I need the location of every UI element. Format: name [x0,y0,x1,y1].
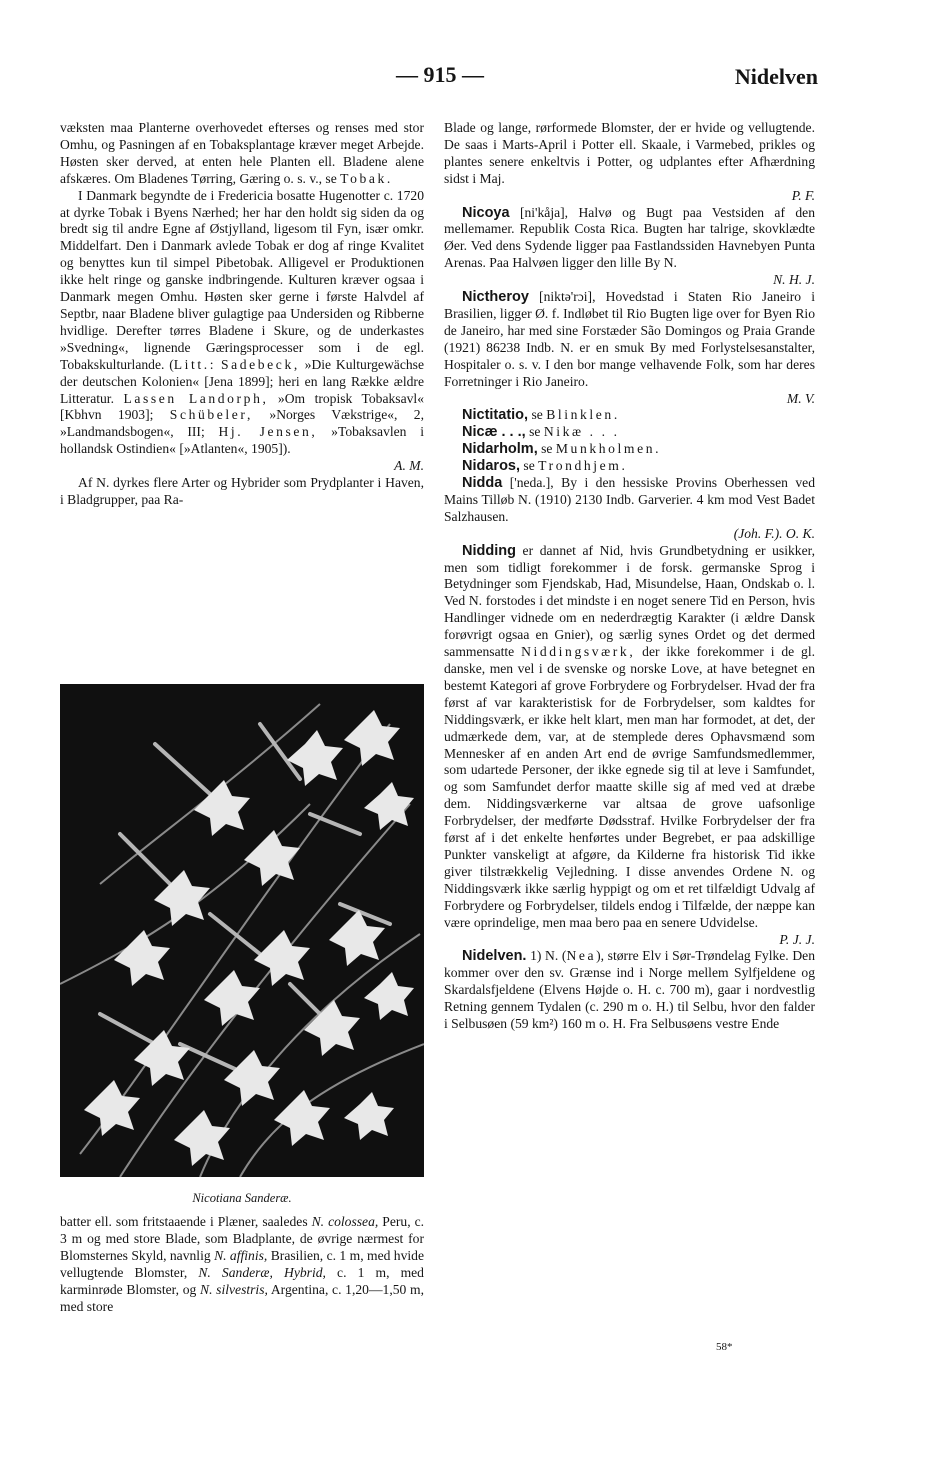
spaced-term: Niddingsværk, [521,644,636,660]
headword: Nictitatio, [462,407,529,424]
headword: Nidding [462,542,516,559]
entry-nidding: Nidding er dannet af Nid, hvis Grundbetydning er usikker, men som tidligt forekommer i de forsk. germanske Sprog i Betydninger som Fjendskab, Had, Misundelse, Haan, Ondskab o. l. Ved N. forstodes i det mindste i en noget senere Tid en Person, hvis Handlinger vidnede om en nederdrægtig Karakter (i ældre Dansk forøvrigt ogsaa en Gnier), og særlig synes Ordet og det dermed sammensatte Niddingsværk, der ikke forekommer i de gl. danske, men vel i de svenske og norske Love, at have betegnet en bestemt Kategori af grove Forbrydere og Forbrydelser. Hvad der fra først af var karakteristisk for de Forbrydelser, som kaldtes for Niddingsværk, er ikke helt klart, men man har formodet, at det, der udmærkede dem, var, at de stemplede deres Ophavsmænd som Mennesker af en anden Art end de øvrige Samfundsmedlemmer, som udartede Personer, der ikke egnede sig til at leve i Samfundet, og som Samfundet derfor maatte skille sig af med ved at dræbe dem. Niddingsværkerne var altsaa de grove uafsonlige Forbrydelser, der medførte Dødsstraf. Hvilke Forbrydelser der fra først af i det enkelte henførtes under Begrebet, er paa adskillige Punkter vanskeligt at afgøre, da Kilderne fra historisk Tid ikke giver tilstrækkelig Vejledning. I disse anvendes Ordene N. og Niddingsværk ikke særlig hyppigt og om et ret tilfældigt Udvalg af Forbrydere og Forbrydelser, tildels endog i Tilfælde, der næppe kan være oprindelige, men maa bero paa en senere Udvidelse. [444,542,815,930]
cross-reference: Blinklen. [546,407,620,423]
headword: Nidda [462,475,503,492]
entry-nidaros: Nidaros, se Trondhjem. [462,458,628,475]
headword: Nictheroy [462,289,529,306]
spaced-term: Nea [566,948,597,964]
author-signature: A. M. [394,458,424,474]
figure [60,684,424,1206]
printer-signature-mark: 58* [716,1341,733,1353]
headword: Nidarholm, [462,441,538,458]
headword: Nicæ . . ., [462,424,526,441]
cross-reference: Trondhjem. [538,458,628,474]
author-name: Schübeler, [169,407,254,423]
right-column [444,120,815,1033]
author-signature: (Joh. F.). O. K. [733,525,815,541]
left-column-bottom [60,1214,424,1315]
cross-reference: Nikæ . . . [543,424,620,440]
paragraph-hybrids: Af N. dyrkes flere Arter og Hybrider som Prydplanter i Haven, i Bladgrupper, paa Ra- [60,475,424,507]
paragraph-species: batter ell. som fritstaaende i Plæner, saaledes N. colossea, Peru, c. 3 m og med store Blade, som Bladplante, de øvrige nærmest for Blomsternes Skyld, navnlig N. affinis, Brasilien, c. 1 m, med hvide vellugtende Blomster, N. Sanderæ, Hybrid, c. 1 m, med karminrøde Blomster, og N. silvestris, Argentina, c. 1,20—1,50 m, med store [60,1214,425,1314]
author-signature: P. F. [791,187,815,203]
author-signature: M. V. [786,390,815,406]
entry-nicoya: Nicoya [ni'kåja], Halvø og Bugt paa Vestsiden af den mellemamer. Republik Costa Rica. Bugten har talrige, skovklædte Øer. Ved dens Sydende ligger paa Fastlandssiden Havnebyen Punta Arenas. Paa Halvøen ligger den lille By N. [444,204,815,271]
species-name: N. affinis, [214,1247,268,1263]
figure-caption: Nicotiana Sanderæ. [192,1191,292,1205]
entry-nicae: Nicæ . . ., se Nikæ . . . [462,424,620,441]
paragraph-danmark: I Danmark begyndte de i Fredericia bosatte Hugenotter c. 1720 at dyrke Tobak i Byens Nærhed; her har den holdt sig siden da og bredt sig til andre Egne af Østjylland, ligesom til Fyn, især omkr. Middelfart. Den i Danmark avlede Tobak er dog af ringe Kvalitet og benyttes kun til simpel Pibetobak. Alligevel er Produktionen ikke helt ringe og ganske indbringende. Kulturen kræver ogsaa i Danmark megen Omhu. Høsten sker gerne i første Halvdel af Septbr, naar Bladene bliver gulagtige paa Undersiden og Ribberne hvidlige. Derefter tørres Bladene i Skure, og de underkastes »Svedning«, lignende Gæringsprocesser som i de egl. Tobakskulturlande. (Litt.: Sadebeck, »Die Kulturgewächse der deutschen Kolonien« [Jena 1899]; heri en lang Række ældre Litteratur. Lassen Landorph, »Om tropisk Tobaksavl« [Kbhvn 1903]; Schübeler, »Norges Vækstrige«, 2, »Landmandsbogen«, III; Hj. Jensen, »Tobaksavlen i hollandsk Ostindien« [»Atlanten«, 1905]). [60,187,424,457]
author-signature: P. J. J. [779,931,815,947]
running-head: Nidelven [734,64,818,89]
entry-nictheroy: Nictheroy [niktə'rɔi], Hovedstad i Staten Rio Janeiro i Brasilien, ligger Ø. f. Indløbet til Rio Bugten lige over for Byen Rio de Janeiro, har med sine Forstæder São Domingos og Praia Grande (1921) 86238 Indb. N. er en smuk By med Forlystelsesanstalter, Hospitaler o. s. v. I den bor mange velhavende Folk, som har deres Forretninger i Rio Janeiro. [444,289,815,389]
species-name: N. Sanderæ, Hybrid, [198,1264,326,1280]
species-name: N. silvestris, [200,1281,268,1297]
author-name: Hj. Jensen, [218,424,318,440]
cross-reference: Tobak. [340,170,393,186]
headword: Nidelven. [462,948,527,965]
author-signature: N. H. J. [773,272,815,288]
entry-nictitatio: Nictitatio, se Blinklen. [462,407,620,424]
species-name: N. colossea, [311,1214,379,1229]
author-name: Sadebeck, [220,356,300,372]
paragraph-cultivation: Blade og lange, rørformede Blomster, der er hvide og vellugtende. De saas i Marts-April i Potter ell. Skaale, i Varmebed, prikles og plantes senere enkeltvis i Potter, og udplantes efter Afhærdning sidst i Maj. [444,120,815,186]
left-column [60,120,424,509]
author-name: Lassen Landorph, [123,390,269,406]
entry-nidarholm: Nidarholm, se Munkholmen. [462,441,662,458]
cross-reference: Munkholmen. [555,441,662,457]
paragraph-tobak-harvest: væksten maa Planterne overhovedet efterses og renses med stor Omhu, og Pasningen af en Tobaksplantage kræver meget Arbejde. Høsten sker derved, at enten hele Planten ell. Bladene alene afskæres. Om Bladenes Tørring, Gæring o. s. v., se Tobak. [60,120,424,186]
entry-nidda: Nidda ['neda.], By i den hessiske Provins Oberhessen ved Mains Tilløb N. (1910) 2130 Indb. Garverier. 4 km mod Vest Badet Salzhausen. [444,475,815,524]
entry-nidelven: Nidelven. 1) N. (Nea), større Elv i Sør-Trøndelag Fylke. Den kommer over den sv. Grænse ind i Norge mellem Sylfjeldene og Skardalsfjeldene (Elvens Højde o. H. c. 700 m), gaar i nordvestlig Retning gennem Tydalen (c. 290 m o. H.) til Selbu, hvor den falder i Selbusøen (59 km²) 160 m o. H. Fra Selbusøens vestre Ende [444,948,815,1032]
nicotiana-photo [60,684,424,1177]
headword: Nicoya [462,204,510,221]
headword: Nidaros, [462,458,521,475]
page-number: — 915 — [396,62,484,87]
